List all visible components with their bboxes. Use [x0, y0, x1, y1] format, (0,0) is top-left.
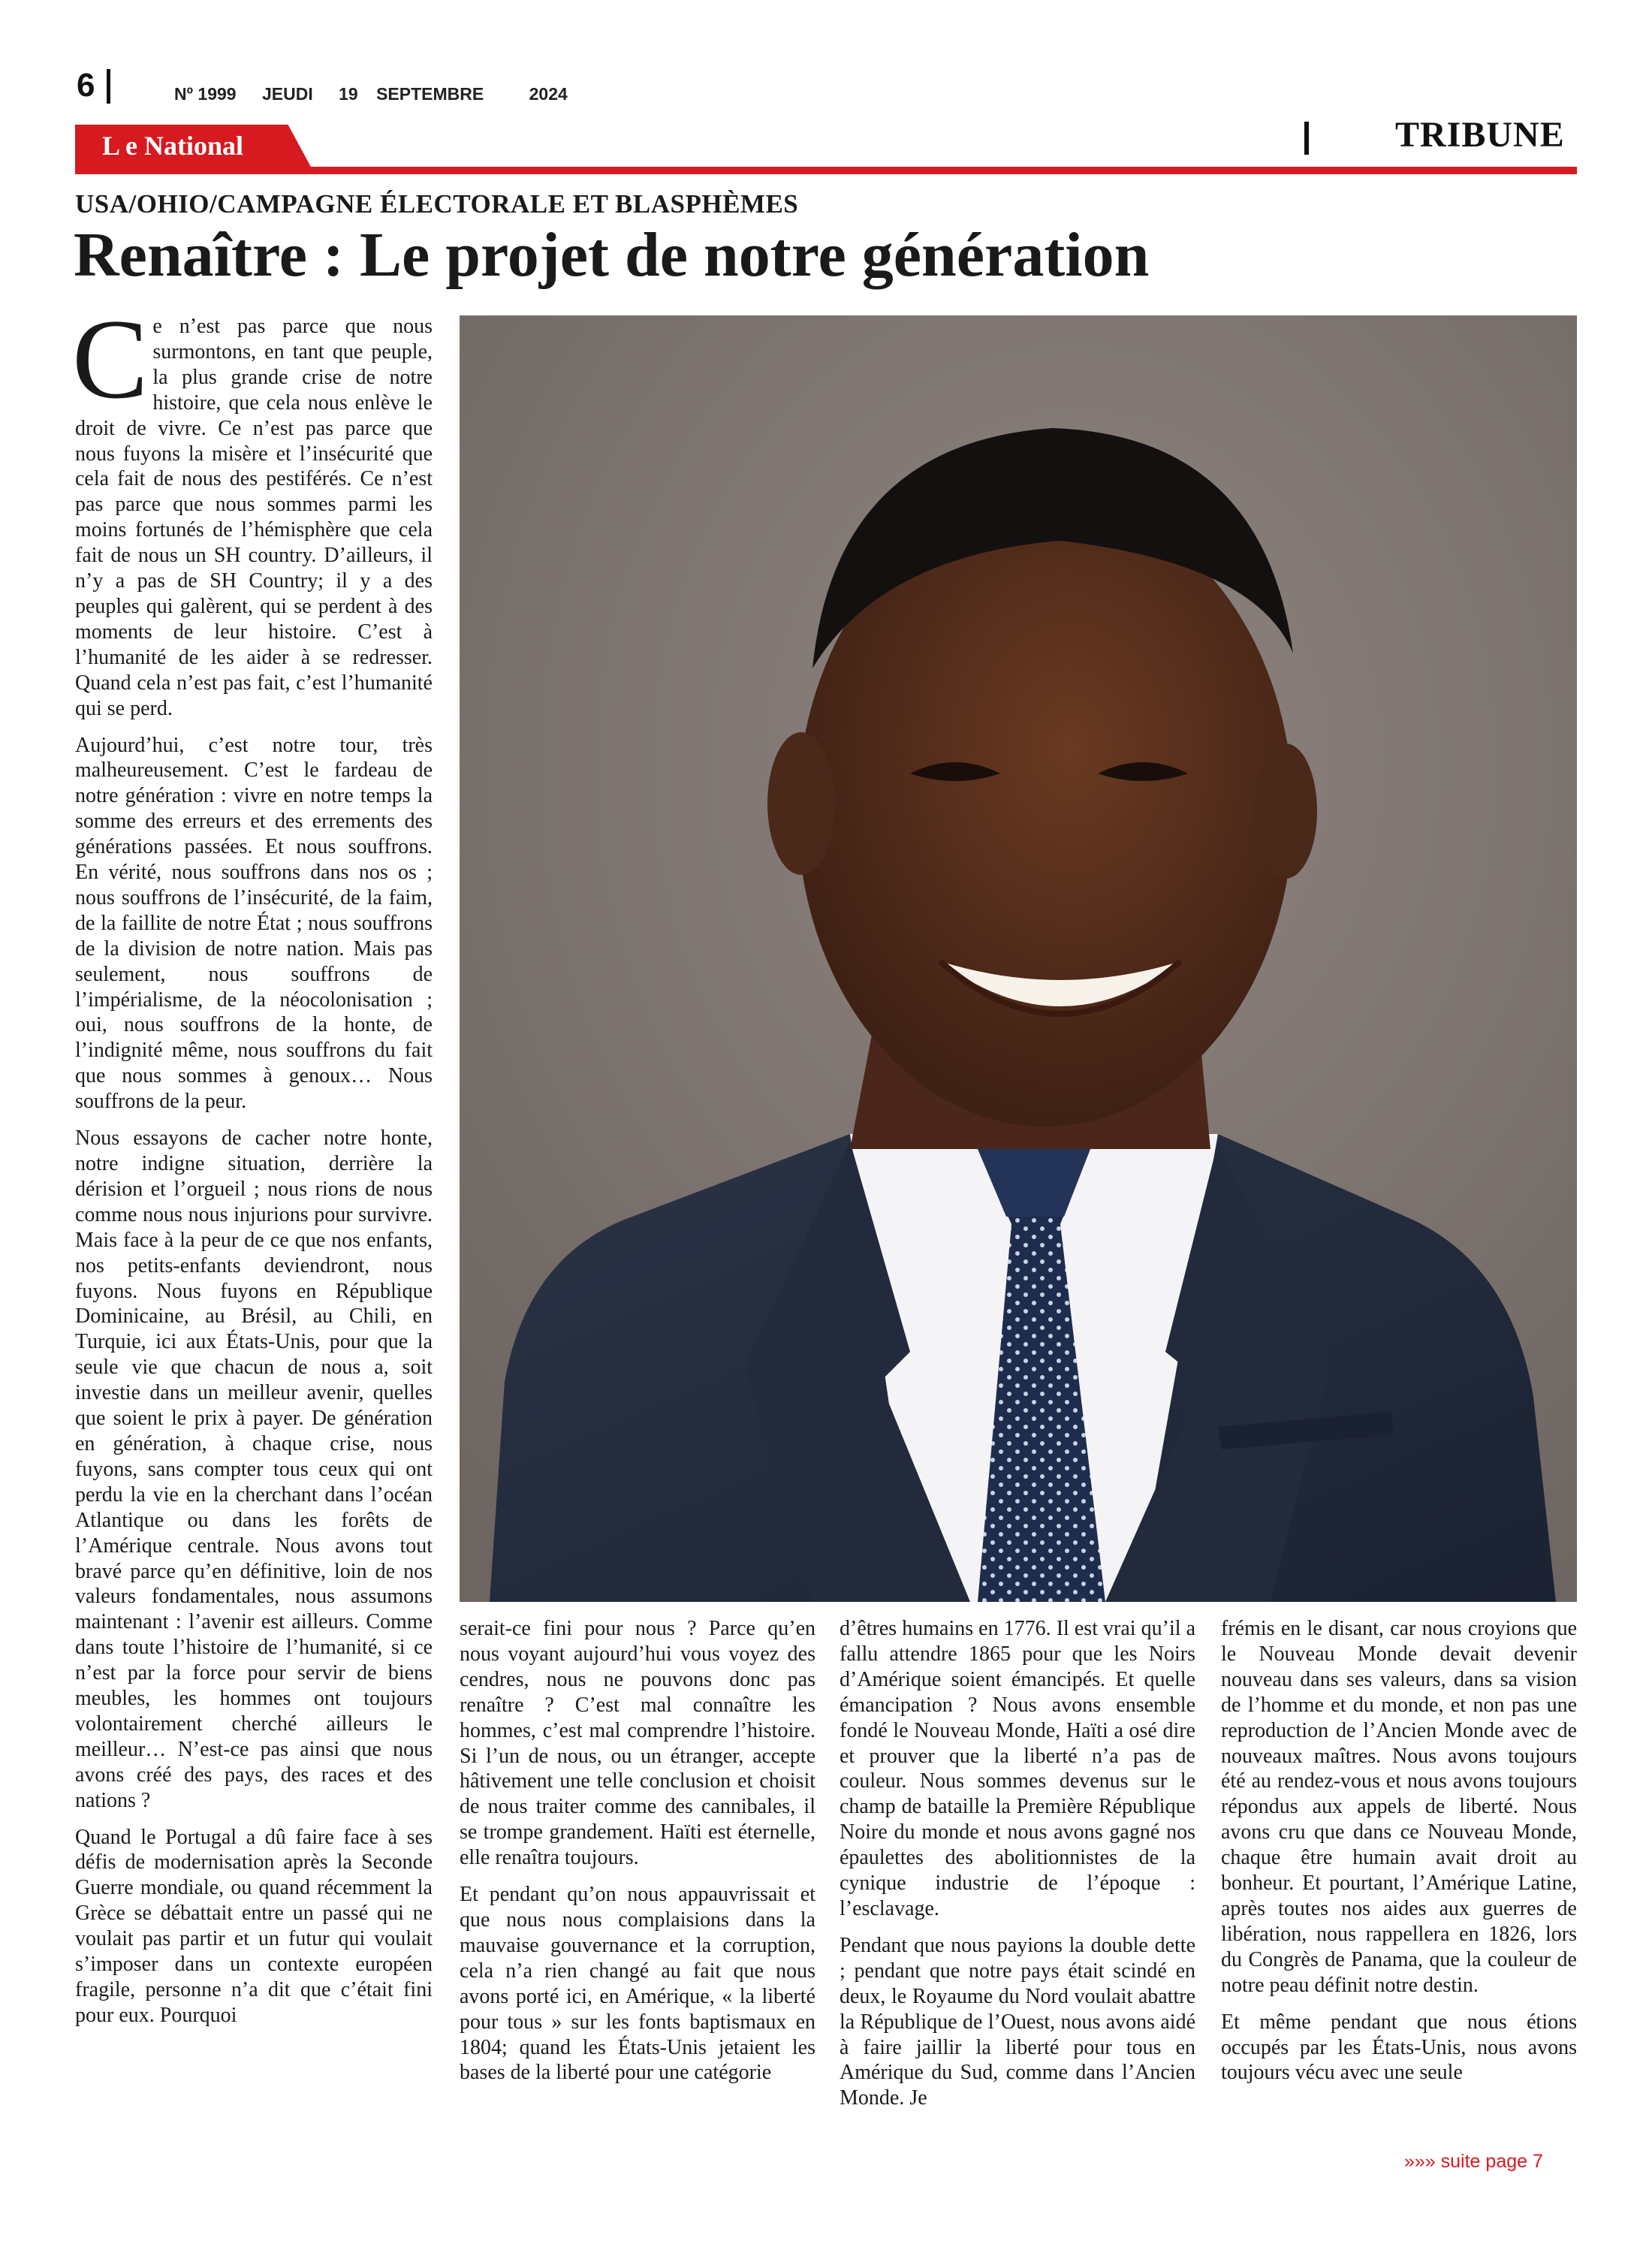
- page-number: 6: [77, 67, 95, 104]
- section-label: TRIBUNE: [1395, 115, 1565, 155]
- issue-month: SEPTEMBRE: [376, 84, 484, 104]
- issue-year: 2024: [529, 84, 568, 104]
- article-paragraph: d’êtres humains en 1776. Il est vrai qu’il a fallu attendre 1865 pour que les Noirs d’Amérique soient émancipés. Et quelle émancipation ? Nous avons ensemble fondé le Nouveau Monde, Haïti a osé dire et prouver que la liberté n’a pas de couleur. Nous sommes devenus sur le champ de bataille la Première République Noire du monde et nous avons gagné nos épaulettes des abolitionnistes de la cynique industrie de l’époque : l’esclavage.: [840, 1617, 1195, 1920]
- section-divider: [1304, 122, 1309, 155]
- article-paragraph: Et pendant qu’on nous appauvrissait et que nous nous complaisions dans la mauvaise gouvernance et la corruption, cela n’a rien changé au fait que nous avons porté ici, en Amérique, « la liberté pour tous » sur les fonts baptismaux en 1804; quand les États-Unis jetaient les bases de la liberté pour une catégorie: [460, 1883, 815, 2085]
- issue-weekday: JEUDI: [261, 84, 313, 104]
- article-column-1: [72, 296, 433, 2040]
- author-portrait-photo: [460, 315, 1577, 1602]
- issue-number: Nº 1999: [174, 84, 237, 104]
- article-column-4: [1221, 1616, 1577, 2097]
- article-paragraph: Aujourd’hui, c’est notre tour, très malheureusement. C’est le fardeau de notre génération : vivre en notre temps la somme des erreurs et des errements des générations passées. Et nous souffrons. En vérité, nous souffrons dans nos os ; nous souffrons de l’insécurité, de la faim, de la faillite de notre État ; nous souffrons de la division de notre nation. Mais pas seulement, nous souffrons de l’impérialisme, de la néocolonisation ; oui, nous souffrons de la honte, de l’indignité même, nous souffrons du fait que nous sommes à genoux… Nous souffrons de la peur.: [75, 733, 433, 1114]
- article-paragraph: Nous essayons de cacher notre honte, notre indigne situation, derrière la dérision et l’orgueil ; nous rions de nous comme nous nous injurions pour survivre. Mais face à la peur de ce que nos enfants, nos petits-enfants deviendront, nous fuyons. Nous fuyons en République Dominicaine, au Brésil, au Chili, en Turquie, ici aux États-Unis, pour que la seule vie que chacun de nous a, soit investie dans un meilleur avenir, quelles que soient le prix à payer. De génération en génération, à chaque crise, nous fuyons, sans compter tous ceux qui ont perdu la vie en la cherchant dans l’océan Atlantique ou dans les forêts de l’Amérique centrale. Nous avons tout bravé parce qu’en définitive, loin de nos valeurs fondamentales, nous assumons maintenant : l’avenir est ailleurs. Comme dans toute l’histoire de l’humanité, si ce n’est par la force pour servir de biens meubles, les hommes ont toujours volontairement cherché ailleurs le meilleur… N’est-ce pas ainsi que nous avons créé des pays, des races et des nations ?: [75, 1126, 433, 1812]
- article-paragraph: Quand le Portugal a dû faire face à ses défis de modernisation après la Seconde Guerre mondiale, ou quand récemment la Grèce se débattait entre un passé qui ne voulait pas partir et un futur qui voulait s’imposer dans un contexte européen fragile, personne n’a dit que c’était fini pour eux. Pourquoi: [75, 1825, 433, 2027]
- article-column-2: [460, 1616, 815, 2097]
- paragraph-text: e n’est pas parce que nous surmontons, en tant que peuple, la plus grande crise de notre histoire, que cela nous enlève le droit de vivre. Ce n’est pas parce que nous fuyons la misère et l’insécurité que cela fait de nous des pestiférés. Ce n’est pas parce que nous sommes parmi les moins fortunés de l’hémisphère que cela fait de nous un SH country. D’ailleurs, il n’y a pas de SH Country; il y a des peuples qui galèrent, qui se perdent à des moments de leur histoire. C’est à l’humanité de les aider à se redresser. Quand cela n’est pas fait, c’est l’humanité qui se perd.: [75, 315, 433, 720]
- article-headline: Renaître : Le projet de notre génération: [74, 220, 1150, 290]
- article-paragraph: serait-ce fini pour nous ? Parce qu’en nous voyant aujourd’hui vous voyez des cendres, nous ne pouvons donc pas renaître ? C’est mal connaître les hommes, c’est mal comprendre l’histoire. Si l’un de nous, ou un étranger, accepte hâtivement une telle conclusion et choisit de nous traiter comme des cannibales, il se trompe grandement. Haïti est éternelle, elle renaîtra toujours.: [460, 1617, 815, 1870]
- article-paragraph: frémis en le disant, car nous croyions que le Nouveau Monde devait devenir nouveau dans ses valeurs, dans sa vision de l’homme et du monde, et non pas une reproduction de l’Ancien Monde avec de nouveaux maîtres. Nous avons toujours été au rendez-vous et nous avons toujours répondus aux appels de liberté. Nous avons cru que dans ce Nouveau Monde, chaque être humain avait droit au bonheur. Et pourtant, l’Amérique Latine, après toutes nos aides aux guerres de libération, nous rappellera en 1826, lors du Congrès de Panama, que la couleur de notre peau définit notre destin.: [1221, 1617, 1577, 1997]
- article-paragraph: Et même pendant que nous étions occupés par les États-Unis, nous avons toujours vécu avec une seule: [1221, 2010, 1577, 2085]
- article-paragraph: [72, 296, 433, 722]
- newspaper-logo: L e National: [102, 131, 244, 161]
- article-paragraph: Pendant que nous payions la double dette ; pendant que notre pays était scindé en deux, le Royaume du Nord voulait abattre la République de l’Ouest, nous avons aidé à faire jaillir la liberté pour tous en Amérique du Sud, comme dans l’Ancien Monde. Je: [840, 1933, 1195, 2110]
- issue-meta: [174, 86, 589, 103]
- article-kicker: USA/OHIO/CAMPAGNE ÉLECTORALE ET BLASPHÈMES: [75, 189, 799, 219]
- article-column-3: [840, 1616, 1195, 2122]
- issue-day: 19: [339, 84, 358, 104]
- page-number-divider: [107, 69, 110, 104]
- header-red-rule: [75, 167, 1577, 174]
- continued-on-page-link[interactable]: »»» suite page 7: [1404, 2151, 1543, 2172]
- drop-cap: C: [72, 296, 149, 422]
